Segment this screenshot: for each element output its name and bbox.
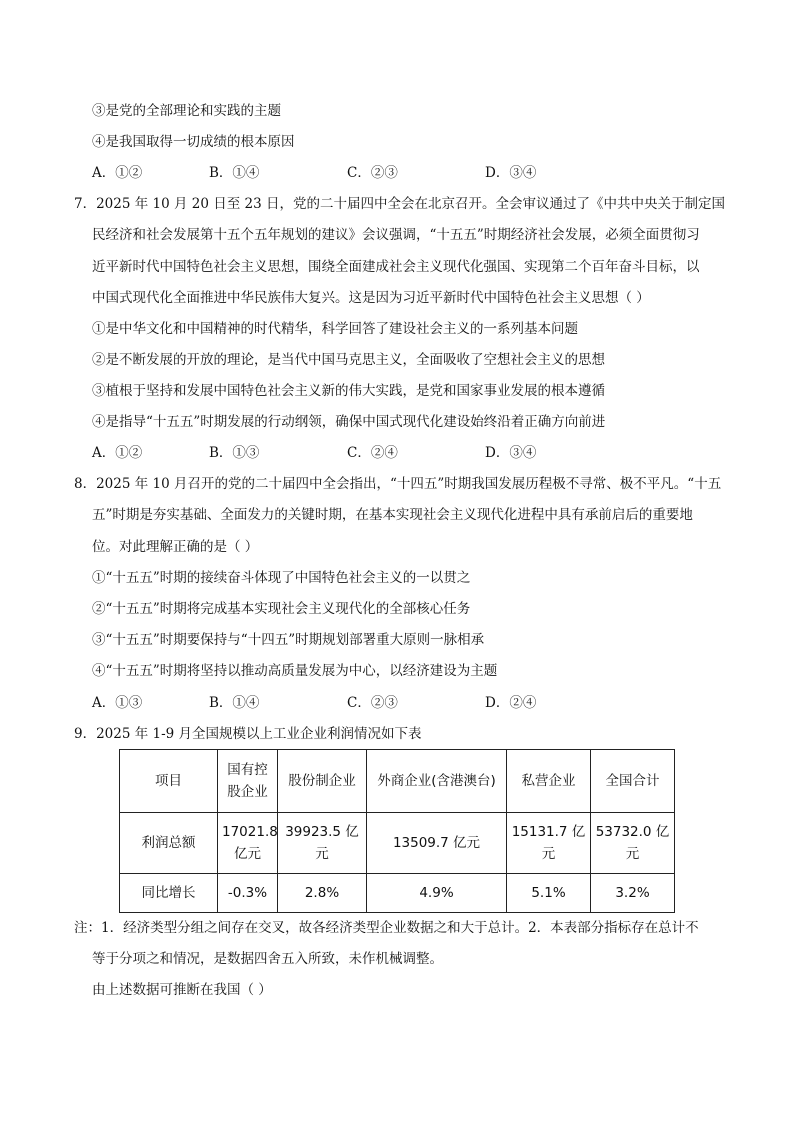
table-cell: -0.3% <box>218 874 278 913</box>
profit-table <box>119 749 675 913</box>
table-header-cell: 股份制企业 <box>278 750 367 813</box>
table-cell: 17021.8亿元 <box>218 813 278 874</box>
table-header-cell: 私营企业 <box>507 750 591 813</box>
table-header-cell: 外商企业(含港澳台) <box>367 750 507 813</box>
table-row-label: 同比增长 <box>120 874 218 913</box>
table-note: 注：1．经济类型分组之间存在交叉，故各经济类型企业数据之和大于总计。2．本表部分指标存在总计不 <box>74 920 699 936</box>
option-b[interactable]: B．①④ <box>209 695 260 711</box>
table-cell: 53732.0 亿元 <box>591 813 675 874</box>
statement-3: ③“十五五”时期要保持与“十四五”时期规划部署重大原则一脉相承 <box>92 632 485 648</box>
option-d[interactable]: D．②④ <box>485 695 537 711</box>
table-header-cell: 全国合计 <box>591 750 675 813</box>
table-cell: 39923.5 亿元 <box>278 813 367 874</box>
question-stem-line: 近平新时代中国特色社会主义思想，围绕全面建成社会主义现代化强国、实现第二个百年奋斗目标，以 <box>92 259 700 275</box>
statement-4: ④是指导“十五五”时期发展的行动纲领，确保中国式现代化建设始终沿着正确方向前进 <box>92 414 606 430</box>
option-a[interactable]: A．①② <box>92 165 143 181</box>
table-cell: 15131.7 亿元 <box>507 813 591 874</box>
question-stem-line: 8．2025 年 10 月召开的党的二十届四中全会指出，“十四五”时期我国发展历程极不寻常、极不平凡。“十五 <box>74 476 722 492</box>
question-stem-line: 位。对此理解正确的是（ ） <box>92 539 259 555</box>
question-stem-line: 由上述数据可推断在我国（ ） <box>92 982 272 998</box>
question-stem-line: 民经济和社会发展第十五个五年规划的建议》会议强调，“十五五”时期经济社会发展，必须全面贯彻习 <box>92 227 700 243</box>
statement-3: ③是党的全部理论和实践的主题 <box>92 103 281 119</box>
table-header-cell: 项目 <box>120 750 218 813</box>
table-cell: 3.2% <box>591 874 675 913</box>
statement-1: ①“十五五”时期的接续奋斗体现了中国特色社会主义的一以贯之 <box>92 570 471 586</box>
question-stem-line: 中国式现代化全面推进中华民族伟大复兴。这是因为习近平新时代中国特色社会主义思想（ ） <box>92 290 650 306</box>
option-d[interactable]: D．③④ <box>485 165 537 181</box>
table-cell: 4.9% <box>367 874 507 913</box>
option-b[interactable]: B．①③ <box>209 445 260 461</box>
table-note: 等于分项之和情况，是数据四舍五入所致，未作机械调整。 <box>92 951 443 967</box>
option-d[interactable]: D．③④ <box>485 445 537 461</box>
option-c[interactable]: C．②③ <box>347 695 398 711</box>
table-header-row <box>120 750 675 813</box>
question-stem-line: 7．2025 年 10 月 20 日至 23 日，党的二十届四中全会在北京召开。全会审议通过了《中共中央关于制定国 <box>74 196 726 212</box>
option-c[interactable]: C．②④ <box>347 445 398 461</box>
table-row-label: 利润总额 <box>120 813 218 874</box>
table-cell: 13509.7 亿元 <box>367 813 507 874</box>
table-cell: 2.8% <box>278 874 367 913</box>
statement-2: ②“十五五”时期将完成基本实现社会主义现代化的全部核心任务 <box>92 601 471 617</box>
statement-3: ③植根于坚持和发展中国特色社会主义新的伟大实践，是党和国家事业发展的根本遵循 <box>92 383 605 399</box>
statement-4: ④是我国取得一切成绩的根本原因 <box>92 134 295 150</box>
option-b[interactable]: B．①④ <box>209 165 260 181</box>
option-a[interactable]: A．①② <box>92 445 143 461</box>
table-cell: 5.1% <box>507 874 591 913</box>
statement-4: ④“十五五”时期将坚持以推动高质量发展为中心，以经济建设为主题 <box>92 663 498 679</box>
option-a[interactable]: A．①③ <box>92 695 143 711</box>
table-row <box>120 813 675 874</box>
question-stem-line: 9．2025 年 1-9 月全国规模以上工业企业利润情况如下表 <box>74 726 422 742</box>
table-row <box>120 874 675 913</box>
option-c[interactable]: C．②③ <box>347 165 398 181</box>
statement-1: ①是中华文化和中国精神的时代精华，科学回答了建设社会主义的一系列基本问题 <box>92 321 578 337</box>
question-stem-line: 五”时期是夯实基础、全面发力的关键时期，在基本实现社会主义现代化进程中具有承前启后的重要地 <box>92 507 693 523</box>
statement-2: ②是不断发展的开放的理论，是当代中国马克思主义，全面吸收了空想社会主义的思想 <box>92 352 605 368</box>
table-header-cell: 国有控股企业 <box>218 750 278 813</box>
